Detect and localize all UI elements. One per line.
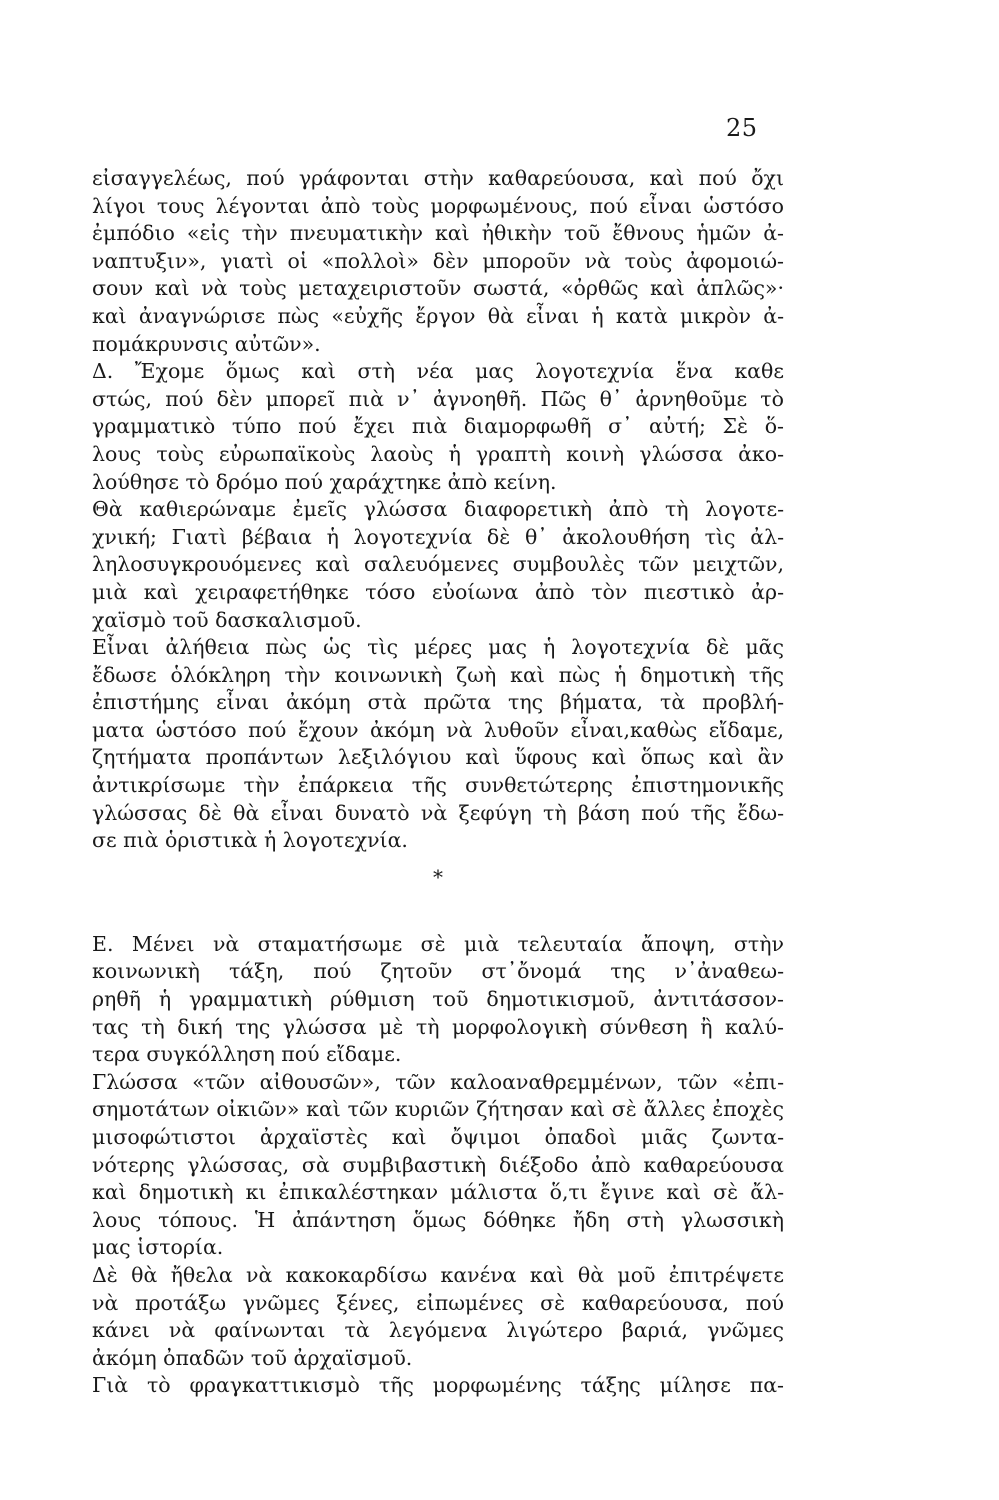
text-line: ἀκόμη ὀπαδῶν τοῦ ἀρχαϊσμοῦ. [92,1345,413,1370]
text-line: μιὰ καὶ χειραφετήθηκε τόσο εὐοίωνα ἀπὸ τὸν πιεστικὸ ἀρ- [92,579,784,604]
text-line: Δ. Ἔχομε ὅμως καὶ στὴ νέα μας λογοτεχνία ἕνα καθε [92,359,784,384]
text-line: σε πιὰ ὁριστικὰ ἡ λογοτεχνία. [92,828,408,853]
text-line: λους τόπους. Ἡ ἀπάντηση ὅμως δόθηκε ἤδη στὴ γλωσσικὴ [92,1207,784,1232]
section-separator: * [433,864,443,889]
text-line: σουν καὶ νὰ τοὺς μεταχειριστοῦν σωστά, «ὀρθῶς καὶ ἁπλῶς»· [92,276,784,301]
text-line: λίγοι τους λέγονται ἀπὸ τοὺς μορφωμένους, πού εἶναι ὡστόσο [92,193,784,218]
text-line: χνική; Γιατὶ βέβαια ἡ λογοτεχνία δὲ θ᾽ ἀκολουθήση τὶς ἀλ- [92,524,784,549]
text-line: ματα ὡστόσο πού ἔχουν ἀκόμη νὰ λυθοῦν εἶναι,καθὼς εἴδαμε, [92,717,784,742]
text-line: λους τοὺς εὐρωπαϊκοὺς λαοὺς ἡ γραπτὴ κοινὴ γλώσσα ἀκο- [92,441,784,466]
text-line: καὶ ἀναγνώρισε πὼς «εὐχῆς ἔργον θὰ εἶναι ἡ κατὰ μικρὸν ἀ- [92,303,784,328]
text-line: νότερης γλώσσας, σὰ συμβιβαστικὴ διέξοδο ἀπὸ καθαρεύουσα [92,1152,784,1177]
text-line: ρηθῆ ἡ γραμματικὴ ρύθμιση τοῦ δημοτικισμοῦ, ἀντιτάσσον- [92,987,784,1012]
text-line: μας ἱστορία. [92,1235,224,1260]
text-line: Εἶναι ἀλήθεια πὼς ὡς τὶς μέρες μας ἡ λογοτεχνία δὲ μᾶς [92,635,784,660]
text-line: ζητήματα προπάντων λεξιλόγιου καὶ ὕφους καὶ ὅπως καὶ ἂν [92,745,784,770]
text-line: εἰσαγγελέως, πού γράφονται στὴν καθαρεύουσα, καὶ πού ὄχι [92,166,784,190]
page-number: 25 [726,114,758,142]
body-text-upper [92,165,784,1400]
text-line: ληλοσυγκρουόμενες καὶ σαλευόμενες συμβουλὲς τῶν μειχτῶν, [92,552,784,577]
text-line: Δὲ θὰ ἤθελα νὰ κακοκαρδίσω κανένα καὶ θὰ μοῦ ἐπιτρέψετε [92,1262,784,1287]
text-line: τας τὴ δική της γλώσσα μὲ τὴ μορφολογικὴ σύνθεση ἢ καλύ- [92,1014,784,1039]
text-line: κάνει νὰ φαίνωνται τὰ λεγόμενα λιγώτερο βαριά, γνῶμες [92,1318,784,1343]
text-line: πομάκρυνσις αὐτῶν». [92,331,321,356]
text-line: ναπτυξιν», γιατὶ οἱ «πολλοὶ» δὲν μποροῦν νὰ τοὺς ἀφομοιώ- [92,248,784,273]
text-line: γλώσσας δὲ θὰ εἶναι δυνατὸ νὰ ξεφύγη τὴ βάση πού τῆς ἔδω- [92,800,784,825]
text-line: σημοτάτων οἰκιῶν» καὶ τῶν κυριῶν ζήτησαν καὶ σὲ ἄλλες ἐποχὲς [92,1097,784,1122]
text-line: ἐπιστήμης εἶναι ἀκόμη στὰ πρῶτα της βήματα, τὰ προβλή- [92,690,784,715]
text-line: Ε. Μένει νὰ σταματήσωμε σὲ μιὰ τελευταία ἄποψη, στὴν [92,931,784,956]
text-line: ἐμπόδιο «εἰς τὴν πνευματικὴν καὶ ἠθικὴν τοῦ ἔθνους ἡμῶν ἀ- [92,221,784,246]
text-line: τερα συγκόλληση πού εἴδαμε. [92,1042,402,1067]
text-line: ἔδωσε ὁλόκληρη τὴν κοινωνικὴ ζωὴ καὶ πὼς ἡ δημοτικὴ τῆς [92,662,784,687]
text-line: Γιὰ τὸ φραγκαττικισμὸ τῆς μορφωμένης τάξης μίλησε πα- [92,1373,784,1398]
text-line: λούθησε τὸ δρόμο πού χαράχτηκε ἀπὸ κείνη. [92,469,557,494]
text-line: στώς, πού δὲν μπορεῖ πιὰ ν᾽ ἀγνοηθῆ. Πῶς θ᾽ ἀρνηθοῦμε τὸ [92,386,784,411]
text-line: μισοφώτιστοι ἀρχαϊστὲς καὶ ὄψιμοι ὀπαδοὶ μιᾶς ζωντα- [92,1125,784,1149]
text-line: ἀντικρίσωμε τὴν ἐπάρκεια τῆς συνθετώτερης ἐπιστημονικῆς [92,773,784,798]
text-line: Θὰ καθιερώναμε ἐμεῖς γλώσσα διαφορετικὴ ἀπὸ τὴ λογοτε- [92,497,784,522]
text-line: καὶ δημοτικὴ κι ἐπικαλέστηκαν μάλιστα ὅ,τι ἔγινε καὶ σὲ ἄλ- [92,1180,784,1205]
text-line: χαϊσμὸ τοῦ δασκαλισμοῦ. [92,607,362,632]
text-line: γραμματικὸ τύπο πού ἔχει πιὰ διαμορφωθῆ σ᾽ αὐτή; Σὲ ὅ- [92,414,784,439]
text-line: Γλώσσα «τῶν αἰθουσῶν», τῶν καλοαναθρεμμένων, τῶν «ἐπι- [92,1069,784,1094]
text-line: νὰ προτάξω γνῶμες ξένες, εἰπωμένες σὲ καθαρεύουσα, πού [92,1290,784,1315]
text-line: κοινωνικὴ τάξη, πού ζητοῦν στ᾽ὄνομά της ν᾽ἀναθεω- [92,959,784,984]
